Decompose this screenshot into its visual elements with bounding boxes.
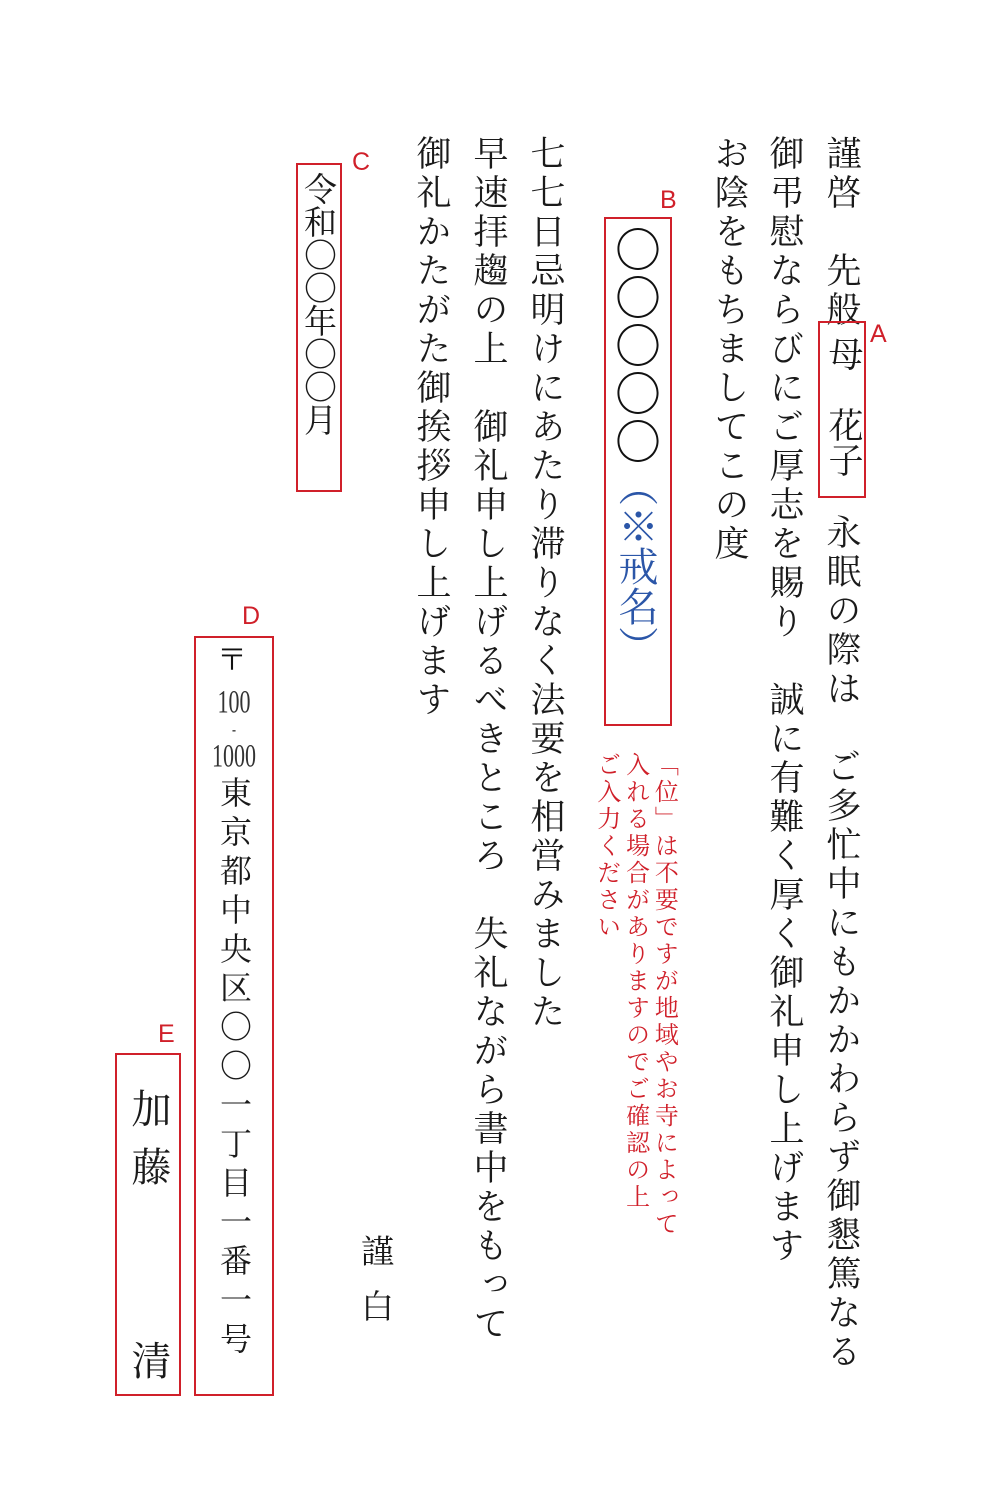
date-text: 令和〇〇年〇〇月: [299, 172, 338, 436]
rank-note-line-2: 入れる場合がありますのでご確認の上: [621, 752, 650, 1211]
deceased-surname: 母: [823, 336, 863, 371]
letter-line-6: [468, 135, 508, 1344]
kaimyo-text: [608, 226, 662, 666]
letter-line-5-text: 七七日忌明けにあたり滞りなく法要を相営みました: [525, 135, 565, 1032]
marker-c: C: [352, 148, 371, 176]
marker-a: A: [870, 320, 887, 348]
postal-code-separator: -: [232, 718, 236, 740]
postal-mark-icon: 〒: [217, 643, 247, 678]
closing-word: 謹白: [356, 1234, 395, 1344]
letter-line-1b-text: 永眠の際は ご多忙中にもかかわらず御懇篤なる: [821, 514, 861, 1372]
marker-e: E: [158, 1020, 175, 1048]
postal-code: [206, 684, 262, 775]
letter-line-1b: [821, 514, 861, 1372]
rank-note-line-1: 「位」は不要ですが地域やお寺によって: [650, 752, 679, 1238]
letter-line-5: [525, 135, 565, 1032]
address-text: 東京都中央区〇〇一丁目一番一号: [215, 776, 253, 1361]
postal-code-part-1: 100: [217, 682, 251, 720]
letter-line-7: [411, 135, 451, 720]
deceased-given-name: 花子: [823, 407, 863, 477]
letter-line-3-text: お陰をもちましてこの度: [709, 135, 749, 564]
letter-line-2: [764, 135, 804, 1266]
letter-line-6-text: 早速拝趨の上 御礼申し上げるべきところ 失礼ながら書中をもって: [468, 135, 508, 1344]
letter-line-7-text: 御礼かたがた御挨拶申し上げます: [411, 135, 451, 720]
rank-instruction-note: [592, 752, 678, 1238]
letter-line-1a-text: 謹啓 先般: [821, 135, 861, 330]
kaimyo-placeholder: 〇〇〇〇〇: [608, 226, 662, 466]
letter-line-3: [709, 135, 749, 564]
sender-given-name: 清: [125, 1340, 171, 1380]
sender-surname: 加藤: [125, 1088, 171, 1204]
rank-note-line-3: ご入力ください: [592, 752, 621, 941]
letter-line-2-text: 御弔慰ならびにご厚志を賜り 誠に有難く厚く御礼申し上げます: [764, 135, 804, 1266]
letter-line-1a: [821, 135, 861, 330]
kaimyo-note: （※戒名）: [612, 466, 658, 666]
marker-b: B: [660, 186, 677, 214]
postal-code-part-2: 1000: [212, 736, 256, 775]
marker-d: D: [242, 602, 261, 630]
